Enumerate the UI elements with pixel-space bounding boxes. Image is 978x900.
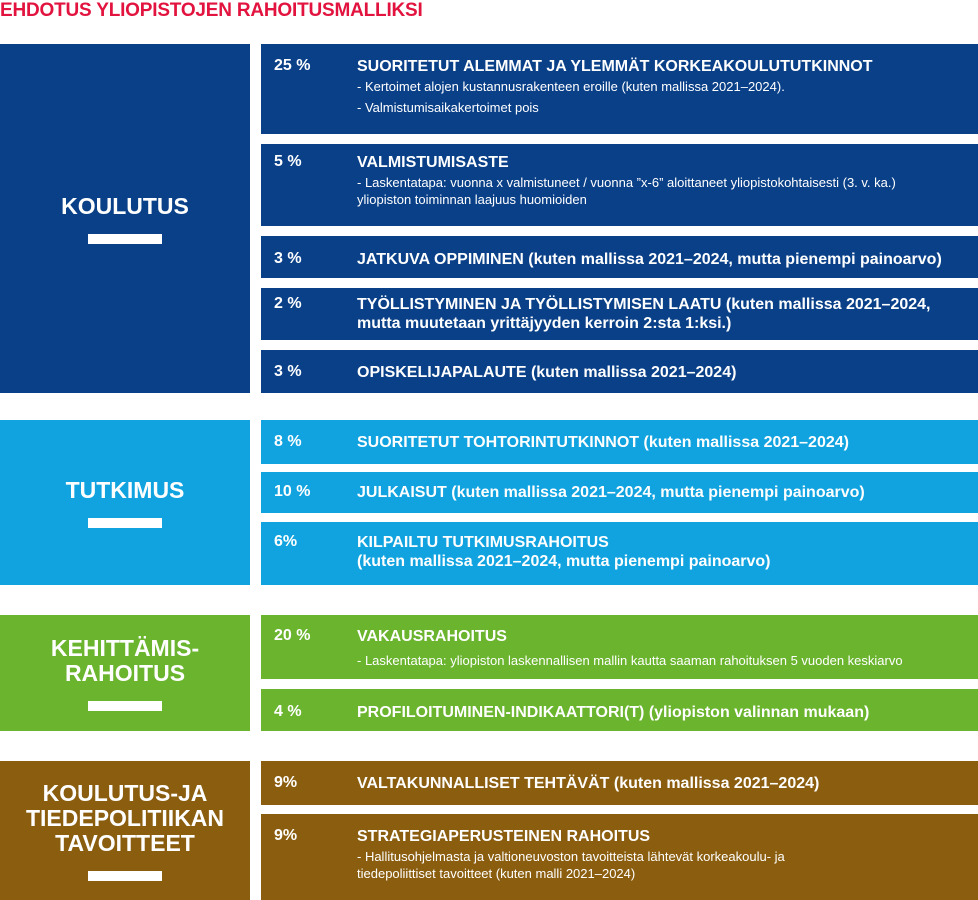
category-label: KOULUTUS-JA TIEDEPOLITIIKAN TAVOITTEET (25, 779, 225, 856)
indicator-percent: 8 % (274, 433, 302, 450)
indicator-heading: TYÖLLISTYMINEN JA TYÖLLISTYMISEN LAATU (357, 296, 722, 313)
indicator-heading-detail: (kuten mallissa 2021–2024, mutta pienempi painoarvo) (451, 484, 865, 501)
indicator-percent: 4 % (274, 703, 302, 720)
indicator-heading: PROFILOITUMINEN-INDIKAATTORI(T) (357, 704, 645, 721)
category-kehittamisrahoitus (0, 615, 250, 731)
category-label: KEHITTÄMIS- RAHOITUS (50, 634, 200, 686)
indicator-percent: 9% (274, 827, 298, 844)
indicator-heading: JATKUVA OPPIMINEN (357, 251, 524, 268)
category-koulutus-ja-tiedepolitiikan-tavoitteet (0, 761, 250, 900)
indicator-heading-detail: (kuten mallissa 2021–2024) (530, 364, 737, 381)
indicator-note: - Laskentatapa: yliopiston laskennallisen mallin kautta saaman rahoituksen 5 vuoden keskiarvo (357, 653, 903, 668)
indicator-row-opiskelijapalaute (261, 350, 978, 393)
indicator-note: - Valmistumisaikakertoimet pois (357, 100, 539, 115)
indicator-row-jatkuva-oppiminen (261, 236, 978, 278)
indicator-heading-detail: (kuten mallissa 2021–2024, mutta pienempi painoarvo) (528, 251, 942, 268)
indicator-percent: 3 % (274, 363, 302, 380)
indicator-percent: 3 % (274, 250, 302, 267)
diagram-title: EHDOTUS YLIOPISTOJEN RAHOITUSMALLIKSI (0, 0, 423, 21)
indicator-heading: SUORITETUT TOHTORINTUTKINNOT (357, 434, 640, 451)
indicator-percent: 20 % (274, 627, 311, 644)
indicator-row-tyollistyminen (261, 288, 978, 340)
indicator-note: - Kertoimet alojen kustannusrakenteen eroille (kuten mallissa 2021–2024). (357, 79, 785, 94)
indicator-row-tutkinnot (261, 44, 978, 134)
indicator-row-tohtorintutkinnot (261, 420, 978, 464)
category-label: KOULUTUS (61, 192, 189, 219)
indicator-row-valmistumisaste (261, 144, 978, 226)
indicator-row-strategiaperusteinen-rahoitus (261, 814, 978, 900)
indicator-heading-detail: (kuten mallissa 2021–2024) (643, 434, 849, 451)
indicator-heading: SUORITETUT ALEMMAT JA YLEMMÄT KORKEAKOULUTUTKINNOT (357, 58, 873, 75)
indicator-percent: 9% (274, 774, 298, 791)
indicator-note: - Laskentatapa: vuonna x valmistuneet / vuonna ”x-6” aloittaneet yliopistokohtaisesti (3. v. ka.) yliopiston toiminnan laajuus huomioiden (357, 175, 896, 207)
indicator-percent: 10 % (274, 483, 311, 500)
category-underline-bar (88, 871, 162, 881)
indicator-heading-detail: (kuten mallissa 2021–2024, mutta pienempi painoarvo) (357, 553, 771, 570)
indicator-heading: JULKAISUT (357, 484, 447, 501)
category-underline-bar (88, 234, 162, 244)
indicator-percent: 2 % (274, 295, 302, 312)
category-tutkimus (0, 420, 250, 585)
indicator-row-profiloituminen (261, 689, 978, 731)
indicator-percent: 5 % (274, 153, 302, 170)
indicator-heading: VALTAKUNNALLISET TEHTÄVÄT (357, 775, 610, 792)
indicator-heading-detail: (yliopiston valinnan mukaan) (648, 704, 870, 721)
indicator-heading-detail: (kuten mallissa 2021–2024) (613, 775, 820, 792)
indicator-row-julkaisut (261, 472, 978, 513)
indicator-row-vakausrahoitus (261, 615, 978, 679)
indicator-heading-detail: (kuten mallissa 2021–2024, mutta muutetaan yrittäjyyden kerroin 2:sta 1:ksi.) (357, 296, 931, 332)
indicator-row-valtakunnalliset-tehtavat (261, 761, 978, 805)
indicator-percent: 25 % (274, 57, 311, 74)
category-underline-bar (88, 701, 162, 711)
category-label: TUTKIMUS (65, 476, 185, 503)
indicator-heading: STRATEGIAPERUSTEINEN RAHOITUS (357, 828, 651, 845)
indicator-note: - Hallitusohjelmasta ja valtioneuvoston tavoitteista lähtevät korkeakoulu- ja tiedepoliittiset tavoitteet (kuten malli 2021–2024) (357, 849, 785, 881)
indicator-heading: KILPAILTU TUTKIMUSRAHOITUS (357, 534, 609, 551)
indicator-heading: VAKAUSRAHOITUS (357, 628, 507, 645)
category-koulutus (0, 44, 250, 393)
indicator-heading: OPISKELIJAPALAUTE (357, 364, 527, 381)
category-underline-bar (88, 518, 162, 528)
indicator-heading: VALMISTUMISASTE (357, 154, 509, 171)
indicator-row-kilpailtu-rahoitus (261, 522, 978, 585)
indicator-percent: 6% (274, 533, 298, 550)
